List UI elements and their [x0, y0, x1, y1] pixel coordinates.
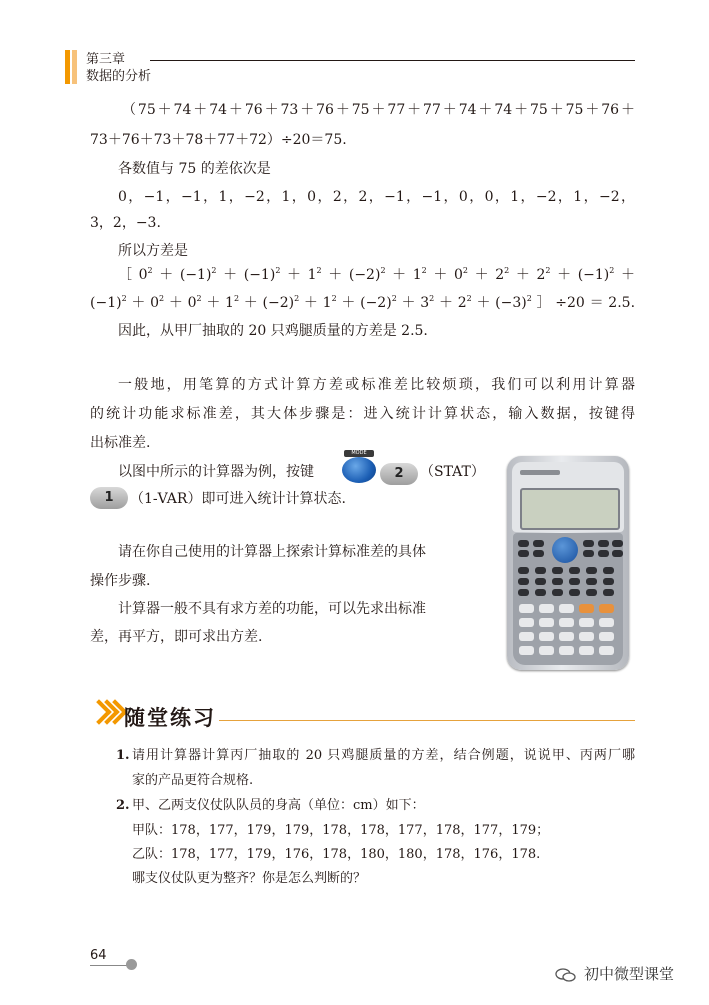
question-1-line-2: 家的产品更符合规格.: [132, 773, 254, 788]
calculator-key: [599, 604, 614, 613]
calculator-key: [579, 632, 594, 641]
chat-bubbles-icon: [555, 968, 577, 982]
page-number-dot: [126, 959, 137, 970]
calculator-key: [603, 567, 614, 574]
calculator-key: [586, 578, 597, 585]
mean-line-2: 73＋76＋73＋78＋77＋72）÷20＝75.: [90, 132, 347, 148]
calculator-key: [519, 618, 534, 627]
calculator-key: [518, 578, 529, 585]
calculator-key: [533, 540, 544, 547]
chapter-subtitle: 数据的分析: [86, 69, 152, 84]
calculator-key: [569, 578, 580, 585]
mode-setup-label: MODE: [344, 450, 374, 457]
exercise-rule: [219, 720, 635, 721]
calc-instruction-line-1: 以图中所示的计算器为例，按键: [118, 464, 314, 480]
calculator-key: [518, 540, 529, 547]
diff-line-2: 3，2，−3.: [90, 215, 161, 231]
calculator-key: [612, 550, 623, 557]
conclusion-text: 因此，从甲厂抽取的 20 只鸡腿质量的方差是 2.5.: [118, 323, 428, 339]
calculator-key: [579, 618, 594, 627]
calculator-key: [559, 646, 574, 655]
calculator-key: [579, 646, 594, 655]
header-accent-bar-light: [72, 50, 77, 84]
paragraph-line-3: 出标准差.: [90, 435, 151, 451]
team-b-heights: 乙队：178，177，179，176，178，180，180，178，176，178.: [132, 847, 541, 862]
variance-intro: 所以方差是: [118, 243, 188, 259]
calculator-key: [559, 632, 574, 641]
calculator-key: [586, 589, 597, 596]
header-rule: [150, 60, 635, 61]
calculator-key: [599, 646, 614, 655]
calculator-key: [535, 589, 546, 596]
calculator-key: [612, 540, 623, 547]
calculator-key: [569, 567, 580, 574]
calc-instruction-line-2: （1-VAR）即可进入统计计算状态.: [130, 491, 346, 507]
calculator-key: [518, 567, 529, 574]
mean-line-1: （75＋74＋74＋76＋73＋76＋75＋77＋77＋74＋74＋75＋75＋76＋: [122, 102, 635, 118]
calculator-key: [569, 589, 580, 596]
calculator-key: [518, 589, 529, 596]
key-1-icon: 1: [90, 487, 128, 509]
paragraph-line-1: 一般地，用笔算的方式计算方差或标准差比较烦琐，我们可以利用计算器: [118, 377, 635, 393]
calculator-key: [539, 646, 554, 655]
calculator-key: [539, 632, 554, 641]
calculator-key: [552, 589, 563, 596]
calculator-key: [598, 550, 609, 557]
calculator-key: [519, 632, 534, 641]
note-line-2: 差，再平方，即可求出方差.: [90, 629, 263, 645]
calculator-key: [559, 604, 574, 613]
mode-key-icon: [342, 457, 376, 483]
key-2-icon: 2: [380, 463, 418, 485]
calculator-key: [559, 618, 574, 627]
calc-instruction-stat: （STAT）: [420, 464, 485, 480]
calculator-key: [519, 646, 534, 655]
explore-line-2: 操作步骤.: [90, 573, 151, 589]
calculator-key: [539, 604, 554, 613]
question-1-line-1: 请用计算器计算丙厂抽取的 20 只鸡腿质量的方差，结合例题，说说甲、丙两厂哪: [132, 748, 635, 763]
calculator-key: [519, 604, 534, 613]
calculator-dpad-icon: [552, 537, 578, 563]
calculator-key: [603, 578, 614, 585]
team-a-heights: 甲队：178，177，179，179，178，178，177，178，177，179；: [132, 823, 550, 838]
calculator-key: [535, 578, 546, 585]
calculator-key: [603, 589, 614, 596]
calculator-key: [535, 567, 546, 574]
calculator-key: [533, 550, 544, 557]
calculator-brand-mark: [520, 470, 560, 475]
calculator-key: [598, 540, 609, 547]
diff-line-1: 0，−1，−1，1，−2，1，0，2，2，−1，−1，0，0，1，−2，1，−2，: [118, 189, 635, 205]
calculator-key: [552, 567, 563, 574]
question-1-number: 1.: [116, 748, 130, 763]
page-number: 64: [90, 948, 107, 963]
question-2-number: 2.: [116, 798, 130, 813]
paragraph-line-2: 的统计功能求标准差，其大体步骤是：进入统计计算状态，输入数据，按键得: [90, 406, 635, 422]
question-2-line-1: 甲、乙两支仪仗队队员的身高（单位：cm）如下：: [132, 798, 425, 813]
calculator-key: [599, 618, 614, 627]
variance-formula-line-1: $[0^2+(-1)^2+(-1)^2+1^2+(-2)^2+1^2+0^2+2^2+2^2+(-1)^2+$: [118, 266, 635, 283]
calculator-key: [552, 578, 563, 585]
calculator-key: [599, 632, 614, 641]
question-2-prompt: 哪支仪仗队更为整齐？你是怎么判断的？: [132, 871, 367, 886]
explore-line-1: 请在你自己使用的计算器上探索计算标准差的具体: [118, 544, 426, 560]
calculator-key: [579, 604, 594, 613]
calculator-key: [583, 540, 594, 547]
chapter-label: 第三章: [86, 52, 126, 67]
calculator-screen: [520, 488, 620, 530]
exercise-title: 随堂练习: [124, 706, 216, 730]
calculator-key: [539, 618, 554, 627]
calculator-key: [518, 550, 529, 557]
page-number-rule: [90, 965, 130, 966]
watermark-text: 初中微型课堂: [584, 965, 675, 983]
chevron-icon: [106, 700, 117, 726]
note-line-1: 计算器一般不具有求方差的功能，可以先求出标准: [118, 601, 426, 617]
variance-formula-line-2: $(-1)^2+0^2+0^2+1^2+(-2)^2+1^2+(-2)^2+3^2+2^2+(-3)^2]\div 20=2.5$.: [90, 294, 636, 311]
diff-intro: 各数值与 75 的差依次是: [118, 161, 271, 177]
header-accent-bar: [65, 50, 70, 84]
calculator-key: [583, 550, 594, 557]
calculator-key: [586, 567, 597, 574]
